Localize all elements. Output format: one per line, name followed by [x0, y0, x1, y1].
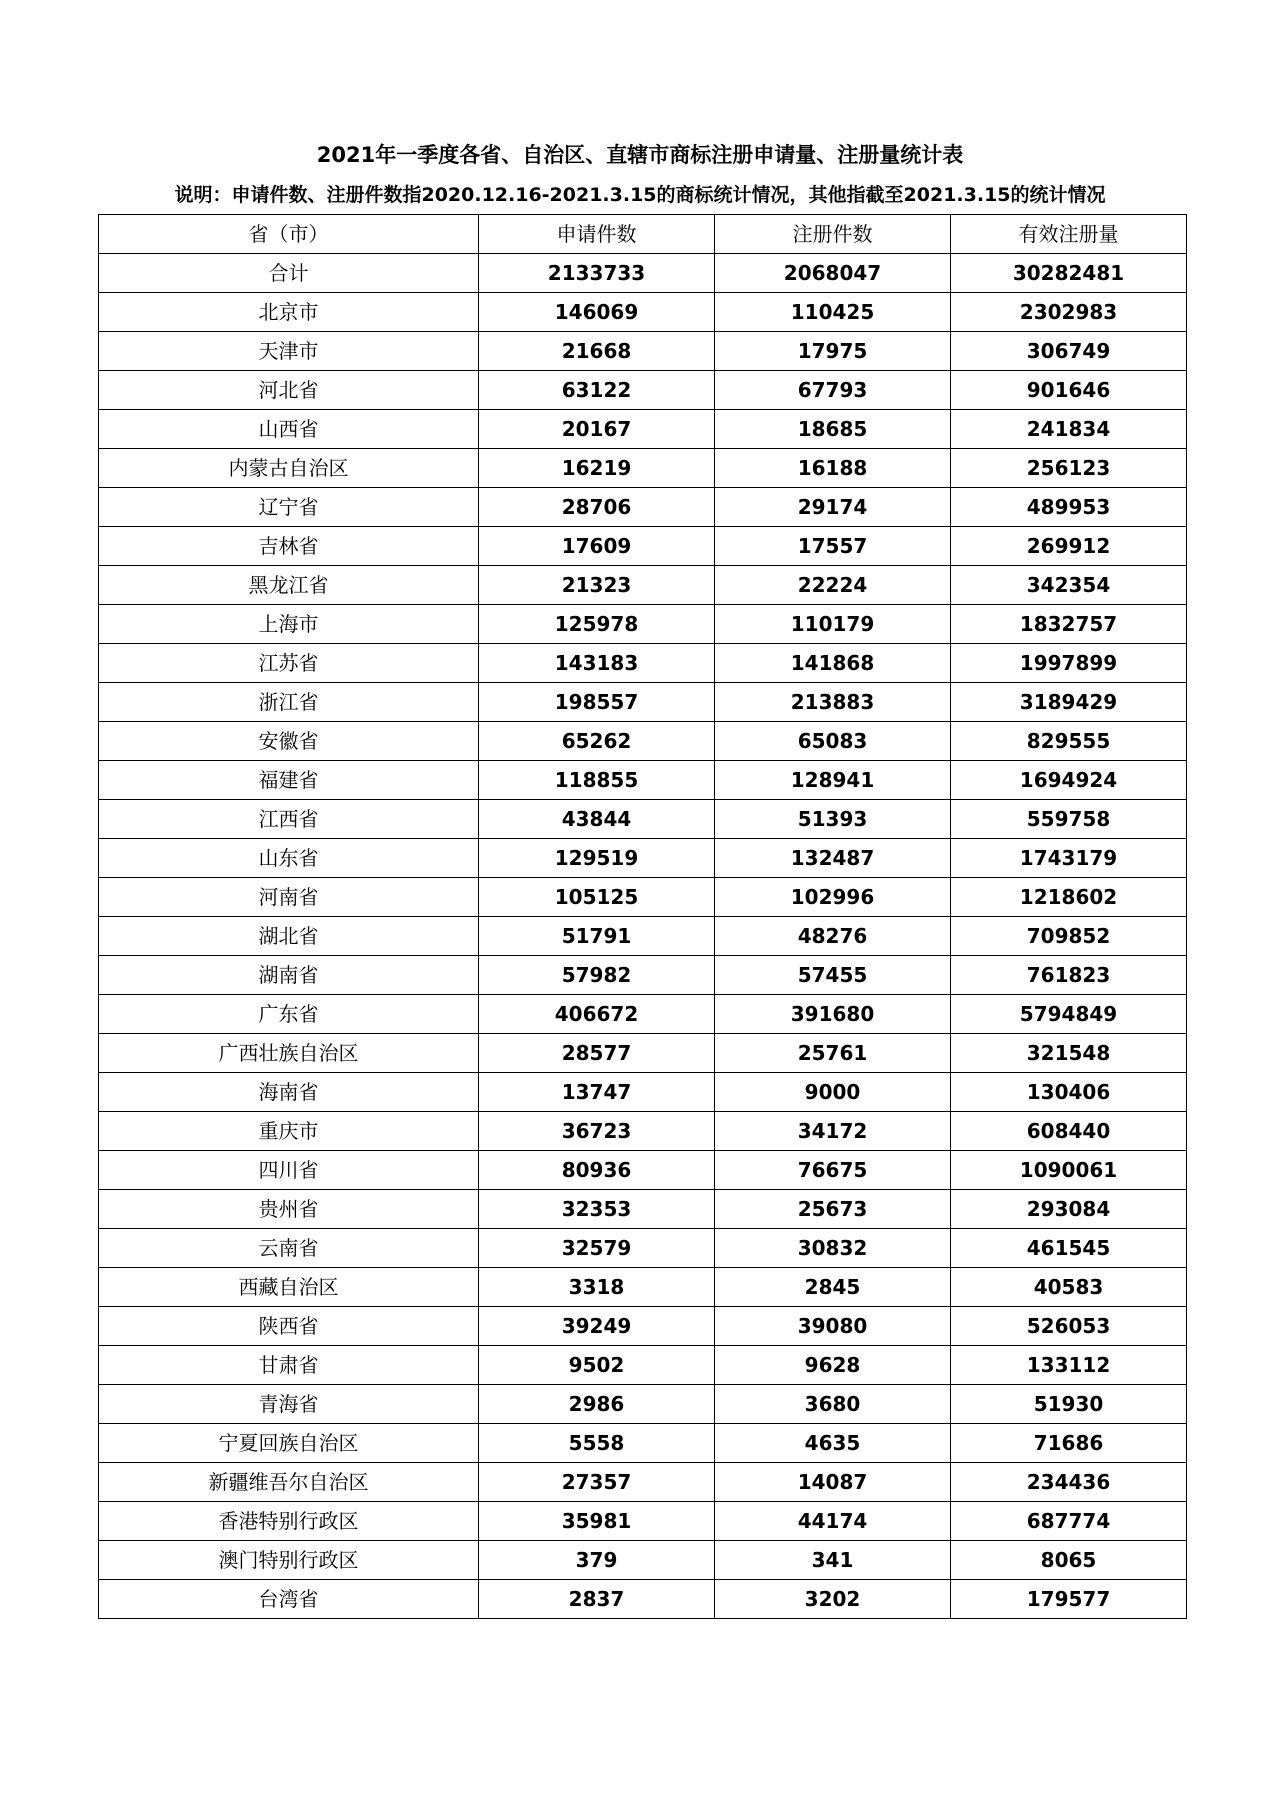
cell-province: 贵州省 [99, 1190, 479, 1229]
table-row [99, 527, 1187, 566]
table-row [99, 644, 1187, 683]
cell-province: 山东省 [99, 839, 479, 878]
cell-valid-registrations: 829555 [951, 722, 1187, 761]
cell-province: 湖南省 [99, 956, 479, 995]
cell-province: 上海市 [99, 605, 479, 644]
cell-valid-registrations: 133112 [951, 1346, 1187, 1385]
header-valid-registrations: 有效注册量 [951, 215, 1187, 254]
cell-province: 江苏省 [99, 644, 479, 683]
cell-applications: 146069 [479, 293, 715, 332]
cell-applications: 143183 [479, 644, 715, 683]
cell-province: 重庆市 [99, 1112, 479, 1151]
cell-registrations: 128941 [715, 761, 951, 800]
cell-valid-registrations: 179577 [951, 1580, 1187, 1619]
table-row [99, 1385, 1187, 1424]
cell-valid-registrations: 901646 [951, 371, 1187, 410]
cell-applications: 20167 [479, 410, 715, 449]
table-row [99, 293, 1187, 332]
table-row [99, 410, 1187, 449]
cell-applications: 39249 [479, 1307, 715, 1346]
cell-province: 山西省 [99, 410, 479, 449]
cell-registrations: 110179 [715, 605, 951, 644]
cell-valid-registrations: 130406 [951, 1073, 1187, 1112]
cell-province: 海南省 [99, 1073, 479, 1112]
cell-applications: 3318 [479, 1268, 715, 1307]
table-row [99, 449, 1187, 488]
cell-province: 天津市 [99, 332, 479, 371]
header-province: 省（市） [99, 215, 479, 254]
cell-province: 新疆维吾尔自治区 [99, 1463, 479, 1502]
cell-valid-registrations: 256123 [951, 449, 1187, 488]
cell-province: 河北省 [99, 371, 479, 410]
cell-valid-registrations: 709852 [951, 917, 1187, 956]
document-note: 说明：申请件数、注册件数指2020.12.16-2021.3.15的商标统计情况，其他指截至2021.3.15的统计情况 [174, 184, 1106, 206]
cell-valid-registrations: 293084 [951, 1190, 1187, 1229]
table-row [99, 878, 1187, 917]
cell-registrations: 17975 [715, 332, 951, 371]
cell-valid-registrations: 269912 [951, 527, 1187, 566]
table-row [99, 1307, 1187, 1346]
cell-registrations: 9628 [715, 1346, 951, 1385]
cell-registrations: 2068047 [715, 254, 951, 293]
cell-province: 陕西省 [99, 1307, 479, 1346]
cell-registrations: 48276 [715, 917, 951, 956]
cell-province: 湖北省 [99, 917, 479, 956]
table-row [99, 1346, 1187, 1385]
cell-registrations: 4635 [715, 1424, 951, 1463]
cell-registrations: 17557 [715, 527, 951, 566]
cell-registrations: 110425 [715, 293, 951, 332]
cell-registrations: 22224 [715, 566, 951, 605]
cell-valid-registrations: 3189429 [951, 683, 1187, 722]
table-body [99, 254, 1187, 1619]
cell-applications: 43844 [479, 800, 715, 839]
cell-registrations: 76675 [715, 1151, 951, 1190]
cell-valid-registrations: 761823 [951, 956, 1187, 995]
cell-province: 广东省 [99, 995, 479, 1034]
cell-province: 四川省 [99, 1151, 479, 1190]
cell-applications: 35981 [479, 1502, 715, 1541]
cell-valid-registrations: 8065 [951, 1541, 1187, 1580]
table-row [99, 800, 1187, 839]
cell-applications: 2133733 [479, 254, 715, 293]
cell-applications: 2986 [479, 1385, 715, 1424]
table-row [99, 761, 1187, 800]
table-row [99, 1424, 1187, 1463]
cell-registrations: 67793 [715, 371, 951, 410]
table-header-row [99, 215, 1187, 254]
cell-valid-registrations: 1997899 [951, 644, 1187, 683]
cell-valid-registrations: 1694924 [951, 761, 1187, 800]
cell-registrations: 213883 [715, 683, 951, 722]
cell-applications: 28706 [479, 488, 715, 527]
cell-applications: 51791 [479, 917, 715, 956]
table-row [99, 1151, 1187, 1190]
cell-province: 青海省 [99, 1385, 479, 1424]
table-row [99, 1502, 1187, 1541]
cell-valid-registrations: 306749 [951, 332, 1187, 371]
cell-valid-registrations: 234436 [951, 1463, 1187, 1502]
cell-province: 辽宁省 [99, 488, 479, 527]
table-row [99, 332, 1187, 371]
cell-registrations: 65083 [715, 722, 951, 761]
table-row [99, 488, 1187, 527]
cell-province: 澳门特别行政区 [99, 1541, 479, 1580]
table-row [99, 683, 1187, 722]
cell-applications: 198557 [479, 683, 715, 722]
table-row [99, 722, 1187, 761]
cell-valid-registrations: 489953 [951, 488, 1187, 527]
cell-registrations: 16188 [715, 449, 951, 488]
cell-province: 台湾省 [99, 1580, 479, 1619]
cell-province: 广西壮族自治区 [99, 1034, 479, 1073]
table-row [99, 1463, 1187, 1502]
table-row [99, 1580, 1187, 1619]
cell-applications: 27357 [479, 1463, 715, 1502]
cell-valid-registrations: 321548 [951, 1034, 1187, 1073]
cell-applications: 28577 [479, 1034, 715, 1073]
trademark-stats-table [98, 214, 1187, 1619]
cell-registrations: 51393 [715, 800, 951, 839]
cell-registrations: 391680 [715, 995, 951, 1034]
cell-registrations: 3202 [715, 1580, 951, 1619]
cell-applications: 125978 [479, 605, 715, 644]
cell-applications: 17609 [479, 527, 715, 566]
cell-province: 西藏自治区 [99, 1268, 479, 1307]
cell-valid-registrations: 2302983 [951, 293, 1187, 332]
cell-province: 内蒙古自治区 [99, 449, 479, 488]
cell-valid-registrations: 559758 [951, 800, 1187, 839]
cell-registrations: 18685 [715, 410, 951, 449]
cell-registrations: 141868 [715, 644, 951, 683]
cell-province: 河南省 [99, 878, 479, 917]
cell-province: 香港特别行政区 [99, 1502, 479, 1541]
cell-applications: 36723 [479, 1112, 715, 1151]
cell-valid-registrations: 526053 [951, 1307, 1187, 1346]
cell-registrations: 132487 [715, 839, 951, 878]
table-row [99, 917, 1187, 956]
cell-valid-registrations: 71686 [951, 1424, 1187, 1463]
cell-applications: 57982 [479, 956, 715, 995]
cell-province: 甘肃省 [99, 1346, 479, 1385]
cell-registrations: 57455 [715, 956, 951, 995]
cell-applications: 118855 [479, 761, 715, 800]
cell-registrations: 14087 [715, 1463, 951, 1502]
table-row [99, 254, 1187, 293]
cell-valid-registrations: 1218602 [951, 878, 1187, 917]
cell-province: 北京市 [99, 293, 479, 332]
cell-applications: 63122 [479, 371, 715, 410]
table-row [99, 1541, 1187, 1580]
cell-applications: 32353 [479, 1190, 715, 1229]
table-row [99, 1073, 1187, 1112]
cell-registrations: 102996 [715, 878, 951, 917]
table-row [99, 1190, 1187, 1229]
table-row [99, 605, 1187, 644]
cell-applications: 9502 [479, 1346, 715, 1385]
cell-province: 浙江省 [99, 683, 479, 722]
cell-province: 吉林省 [99, 527, 479, 566]
cell-applications: 16219 [479, 449, 715, 488]
table-row [99, 995, 1187, 1034]
cell-registrations: 30832 [715, 1229, 951, 1268]
cell-registrations: 34172 [715, 1112, 951, 1151]
cell-applications: 65262 [479, 722, 715, 761]
cell-province: 云南省 [99, 1229, 479, 1268]
table-row [99, 1112, 1187, 1151]
table-row [99, 956, 1187, 995]
cell-valid-registrations: 241834 [951, 410, 1187, 449]
table-row [99, 1229, 1187, 1268]
cell-registrations: 25673 [715, 1190, 951, 1229]
table-row [99, 839, 1187, 878]
cell-applications: 5558 [479, 1424, 715, 1463]
table-row [99, 1268, 1187, 1307]
cell-valid-registrations: 461545 [951, 1229, 1187, 1268]
cell-registrations: 9000 [715, 1073, 951, 1112]
cell-valid-registrations: 30282481 [951, 254, 1187, 293]
cell-valid-registrations: 342354 [951, 566, 1187, 605]
cell-province: 江西省 [99, 800, 479, 839]
cell-valid-registrations: 40583 [951, 1268, 1187, 1307]
cell-province: 安徽省 [99, 722, 479, 761]
cell-registrations: 341 [715, 1541, 951, 1580]
cell-registrations: 3680 [715, 1385, 951, 1424]
cell-province: 合计 [99, 254, 479, 293]
cell-valid-registrations: 608440 [951, 1112, 1187, 1151]
cell-valid-registrations: 1832757 [951, 605, 1187, 644]
table-row [99, 1034, 1187, 1073]
cell-registrations: 44174 [715, 1502, 951, 1541]
cell-applications: 406672 [479, 995, 715, 1034]
table-row [99, 371, 1187, 410]
header-applications: 申请件数 [479, 215, 715, 254]
cell-valid-registrations: 687774 [951, 1502, 1187, 1541]
table-row [99, 566, 1187, 605]
cell-province: 宁夏回族自治区 [99, 1424, 479, 1463]
document-title: 2021年一季度各省、自治区、直辖市商标注册申请量、注册量统计表 [316, 143, 964, 167]
cell-applications: 21323 [479, 566, 715, 605]
cell-applications: 105125 [479, 878, 715, 917]
cell-applications: 129519 [479, 839, 715, 878]
cell-registrations: 25761 [715, 1034, 951, 1073]
cell-applications: 32579 [479, 1229, 715, 1268]
cell-registrations: 29174 [715, 488, 951, 527]
cell-province: 福建省 [99, 761, 479, 800]
cell-valid-registrations: 51930 [951, 1385, 1187, 1424]
cell-applications: 2837 [479, 1580, 715, 1619]
cell-registrations: 39080 [715, 1307, 951, 1346]
header-registrations: 注册件数 [715, 215, 951, 254]
cell-applications: 80936 [479, 1151, 715, 1190]
cell-valid-registrations: 1090061 [951, 1151, 1187, 1190]
cell-valid-registrations: 1743179 [951, 839, 1187, 878]
cell-applications: 13747 [479, 1073, 715, 1112]
cell-valid-registrations: 5794849 [951, 995, 1187, 1034]
cell-registrations: 2845 [715, 1268, 951, 1307]
cell-applications: 379 [479, 1541, 715, 1580]
cell-applications: 21668 [479, 332, 715, 371]
cell-province: 黑龙江省 [99, 566, 479, 605]
